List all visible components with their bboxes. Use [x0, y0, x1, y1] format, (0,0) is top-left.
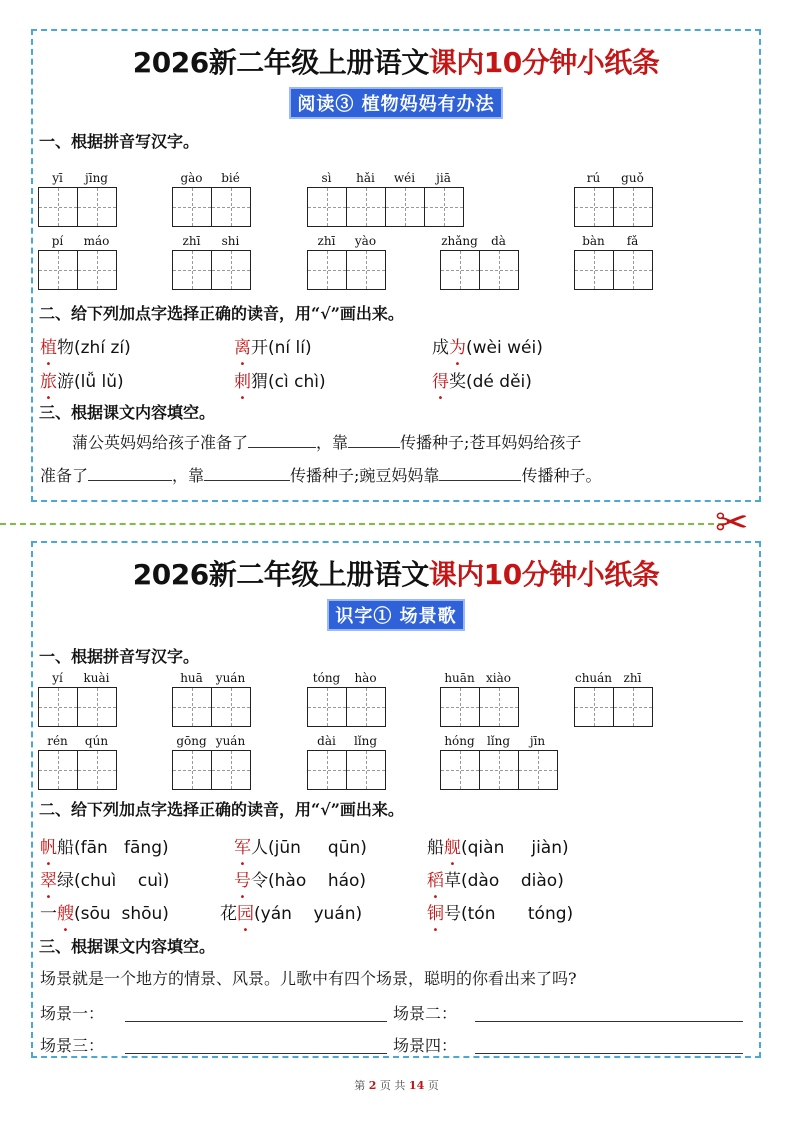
writing-box[interactable]	[441, 688, 479, 726]
writing-box[interactable]	[39, 188, 77, 226]
answer-blank[interactable]	[248, 447, 316, 448]
writing-box[interactable]	[211, 251, 250, 289]
writing-box[interactable]	[575, 251, 613, 289]
writing-box[interactable]	[211, 188, 250, 226]
worksheet-card-1: 2026新二年级上册语文课内10分钟小纸条 阅读③ 植物妈妈有办法 一、根据拼音写汉字。 yī jīng gào bié sì hǎi wéi jiā rú guǒ pí máo zhī shi zhī yào zhǎng dà bàn fǎ 二、给下列加点字选择正确的读音，用“√”画出来。 植物(zhí zí) 离开(ní lí) 成为(wèi wéi) 旅游(lǚ lǔ) 刺猬(cì chì) 得奖(dé děi) 三、根据课文内容填空。 蒲公英妈妈给孩子准备了 ，靠 传播种子;苍耳妈妈给孩子 准备了 ，靠 传播种子;豌豆妈妈靠 传播种子。	[31, 29, 761, 502]
reading-item[interactable]: 一艘(sōu shōu)	[40, 904, 169, 924]
section-heading-3: 三、根据课文内容填空。	[39, 937, 216, 956]
reading-item[interactable]: 成为(wèi wéi)	[432, 338, 543, 358]
reading-item[interactable]: 刺猬(cì chì)	[234, 372, 326, 392]
scene-label: 场景一：	[40, 1004, 105, 1023]
writing-box[interactable]	[173, 751, 211, 789]
reading-item[interactable]: 铜号(tón tóng)	[427, 904, 574, 924]
writing-box[interactable]	[211, 688, 250, 726]
writing-box[interactable]	[173, 188, 211, 226]
writing-box[interactable]	[613, 251, 652, 289]
reading-item[interactable]: 旅游(lǚ lǔ)	[40, 372, 124, 392]
current-page: 2	[368, 1079, 377, 1092]
writing-box[interactable]	[173, 688, 211, 726]
lesson-badge: 识字① 场景歌	[327, 599, 464, 631]
lesson-badge: 阅读③ 植物妈妈有办法	[289, 87, 502, 119]
section-heading-2: 二、给下列加点字选择正确的读音，用“√”画出来。	[39, 304, 404, 323]
writing-box[interactable]	[441, 251, 479, 289]
writing-box[interactable]	[308, 688, 346, 726]
writing-box[interactable]	[173, 251, 211, 289]
writing-box[interactable]	[308, 251, 346, 289]
reading-item[interactable]: 花园(yán yuán)	[220, 904, 363, 924]
writing-box[interactable]	[346, 188, 385, 226]
section-heading-2: 二、给下列加点字选择正确的读音，用“√”画出来。	[39, 800, 404, 819]
writing-box[interactable]	[479, 688, 518, 726]
writing-box[interactable]	[77, 188, 116, 226]
scissors-icon: ✂	[715, 500, 749, 546]
writing-box[interactable]	[39, 688, 77, 726]
answer-blank[interactable]	[204, 480, 290, 481]
writing-box[interactable]	[211, 751, 250, 789]
cut-line	[0, 523, 724, 525]
scene-label: 场景三：	[40, 1036, 105, 1055]
fill-in-paragraph: 蒲公英妈妈给孩子准备了 ，靠 传播种子;苍耳妈妈给孩子 准备了 ，靠 传播种子;豌豆妈妈靠 传播种子。	[40, 433, 602, 485]
reading-item[interactable]: 得奖(dé děi)	[432, 372, 532, 392]
card2-title: 2026新二年级上册语文课内10分钟小纸条	[132, 558, 660, 591]
reading-item[interactable]: 植物(zhí zí)	[40, 338, 131, 358]
writing-box[interactable]	[385, 188, 424, 226]
page-footer: 第 2 页 共 14 页	[354, 1079, 439, 1092]
writing-box[interactable]	[479, 751, 518, 789]
reading-item[interactable]: 翠绿(chuì cuì)	[40, 871, 170, 891]
writing-box[interactable]	[77, 751, 116, 789]
scene-answer-line[interactable]	[475, 1053, 743, 1054]
card1-title: 2026新二年级上册语文课内10分钟小纸条	[132, 46, 660, 79]
scene-answer-line[interactable]	[125, 1021, 387, 1022]
writing-box[interactable]	[441, 751, 479, 789]
writing-box[interactable]	[479, 251, 518, 289]
answer-blank[interactable]	[88, 480, 172, 481]
writing-box[interactable]	[613, 688, 652, 726]
scene-answer-line[interactable]	[125, 1053, 387, 1054]
writing-box[interactable]	[518, 751, 557, 789]
answer-blank[interactable]	[348, 447, 400, 448]
reading-item[interactable]: 帆船(fān fāng)	[40, 838, 169, 858]
writing-box[interactable]	[613, 188, 652, 226]
section-heading-3: 三、根据课文内容填空。	[39, 403, 216, 422]
total-pages: 14	[408, 1079, 425, 1092]
writing-box[interactable]	[77, 688, 116, 726]
answer-blank[interactable]	[439, 480, 521, 481]
writing-box[interactable]	[575, 188, 613, 226]
writing-box[interactable]	[424, 188, 463, 226]
scene-answer-line[interactable]	[475, 1021, 743, 1022]
section-heading-1: 一、根据拼音写汉字。	[39, 647, 200, 666]
reading-item[interactable]: 稻草(dào diào)	[427, 871, 564, 891]
writing-box[interactable]	[575, 688, 613, 726]
writing-box[interactable]	[308, 751, 346, 789]
writing-box[interactable]	[346, 751, 385, 789]
writing-box[interactable]	[39, 751, 77, 789]
scene-label: 场景四：	[393, 1036, 458, 1055]
writing-box[interactable]	[77, 251, 116, 289]
section-heading-1: 一、根据拼音写汉字。	[39, 132, 200, 151]
reading-item[interactable]: 军人(jūn qūn)	[234, 838, 367, 858]
reading-item[interactable]: 离开(ní lí)	[234, 338, 312, 358]
writing-box[interactable]	[346, 688, 385, 726]
intro-text: 场景就是一个地方的情景、风景。儿歌中有四个场景，聪明的你看出来了吗?	[40, 969, 577, 988]
reading-item[interactable]: 号令(hào háo)	[234, 871, 367, 891]
worksheet-card-2: 2026新二年级上册语文课内10分钟小纸条 识字① 场景歌 一、根据拼音写汉字。 yí kuài huā yuán tóng hào huān xiào chuán zhī rén qún gōng yuán dài lǐng hóng lǐng jīn 二、给下列加点字选择正确的读音，用“√”画出来。 帆船(fān fāng) 军人(jūn qūn) 船舰(qiàn jiàn) 翠绿(chuì cuì) 号令(hào háo) 稻草(dào diào) 一艘(sōu shōu) 花园(yán yuán) 铜号(tón tóng) 三、根据课文内容填空。 场景就是一个地方的情景、风景。儿歌中有四个场景，聪明的你看出来了吗? 场景一： 场景二： 场景三： 场景四：	[31, 541, 761, 1058]
scene-label: 场景二：	[393, 1004, 458, 1023]
writing-box[interactable]	[346, 251, 385, 289]
writing-box[interactable]	[308, 188, 346, 226]
writing-box[interactable]	[39, 251, 77, 289]
reading-item[interactable]: 船舰(qiàn jiàn)	[427, 838, 569, 858]
